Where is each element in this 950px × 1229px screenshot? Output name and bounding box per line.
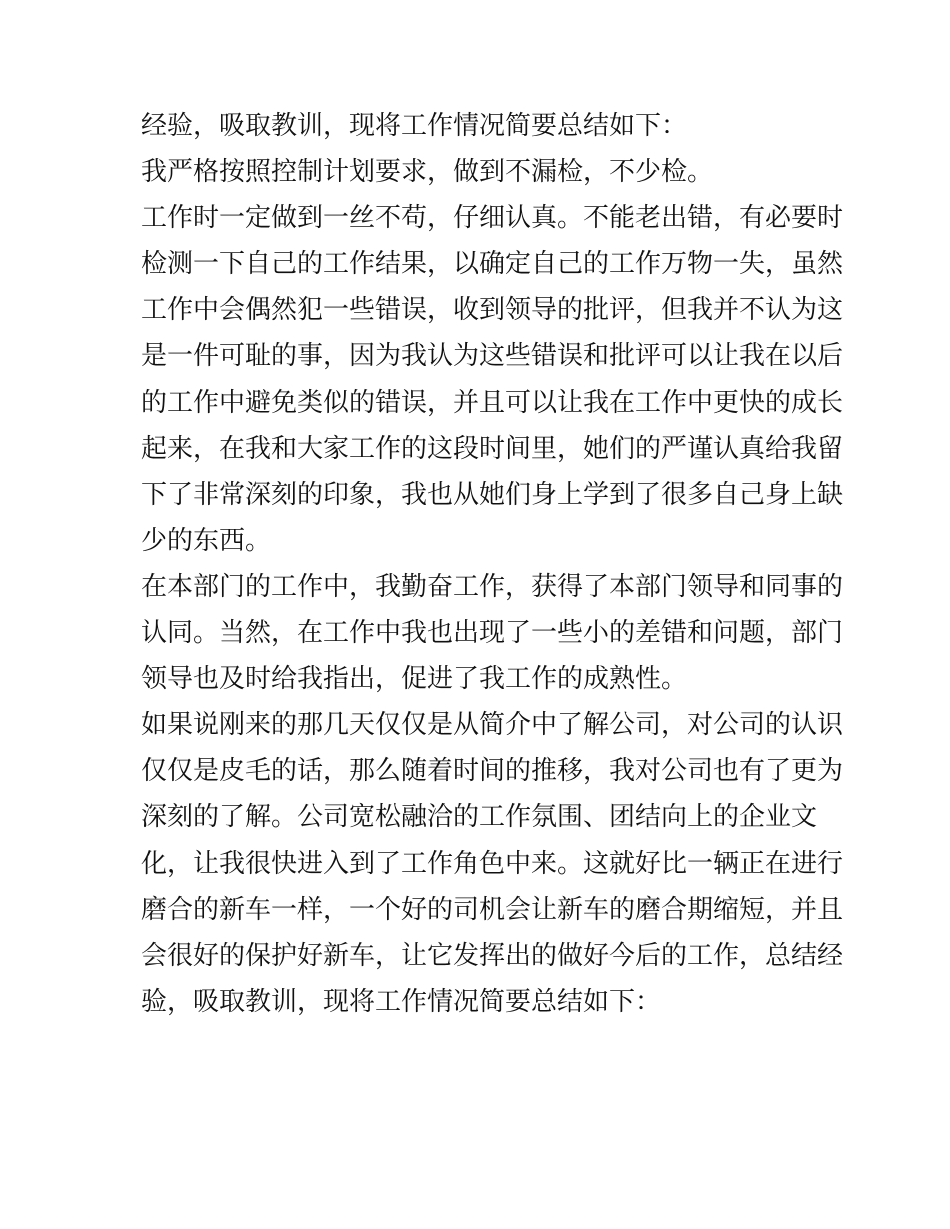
text-line: 化，让我很快进入到了工作角色中来。这就好比一辆正在进行	[141, 848, 844, 879]
text-line: 起来，在我和大家工作的这段时间里，她们的严谨认真给我留	[141, 433, 844, 464]
text-line: 领导也及时给我指出，促进了我工作的成熟性。	[141, 664, 688, 695]
text-line: 工作中会偶然犯一些错误，收到领导的批评，但我并不认为这	[141, 295, 844, 326]
text-line: 如果说刚来的那几天仅仅是从简介中了解公司，对公司的认识	[141, 710, 844, 741]
text-line: 少的东西。	[141, 525, 272, 556]
text-line: 认同。当然，在工作中我也出现了一些小的差错和问题，部门	[141, 618, 844, 649]
text-line: 仅仅是皮毛的话，那么随着时间的推移，我对公司也有了更为	[141, 756, 844, 787]
text-line: 的工作中避免类似的错误，并且可以让我在工作中更快的成长	[141, 387, 844, 418]
text-line: 深刻的了解。公司宽松融洽的工作氛围、团结向上的企业文	[141, 802, 818, 833]
text-line: 会很好的保护好新车，让它发挥出的做好今后的工作，总结经	[141, 940, 844, 971]
text-line: 在本部门的工作中，我勤奋工作，获得了本部门领导和同事的	[141, 571, 844, 602]
text-line: 检测一下自己的工作结果，以确定自己的工作万物一失，虽然	[141, 249, 844, 280]
text-line: 工作时一定做到一丝不苟，仔细认真。不能老出错，有必要时	[141, 203, 844, 234]
text-line: 下了非常深刻的印象，我也从她们身上学到了很多自己身上缺	[141, 479, 844, 510]
text-line: 验，吸取教训，现将工作情况简要总结如下：	[141, 986, 662, 1017]
text-line: 磨合的新车一样，一个好的司机会让新车的磨合期缩短，并且	[141, 894, 844, 925]
text-line: 我严格按照控制计划要求，做到不漏检，不少检。	[141, 157, 714, 188]
text-line: 经验，吸取教训，现将工作情况简要总结如下：	[141, 111, 688, 141]
document-body	[141, 103, 844, 1025]
text-line: 是一件可耻的事，因为我认为这些错误和批评可以让我在以后	[141, 341, 844, 372]
